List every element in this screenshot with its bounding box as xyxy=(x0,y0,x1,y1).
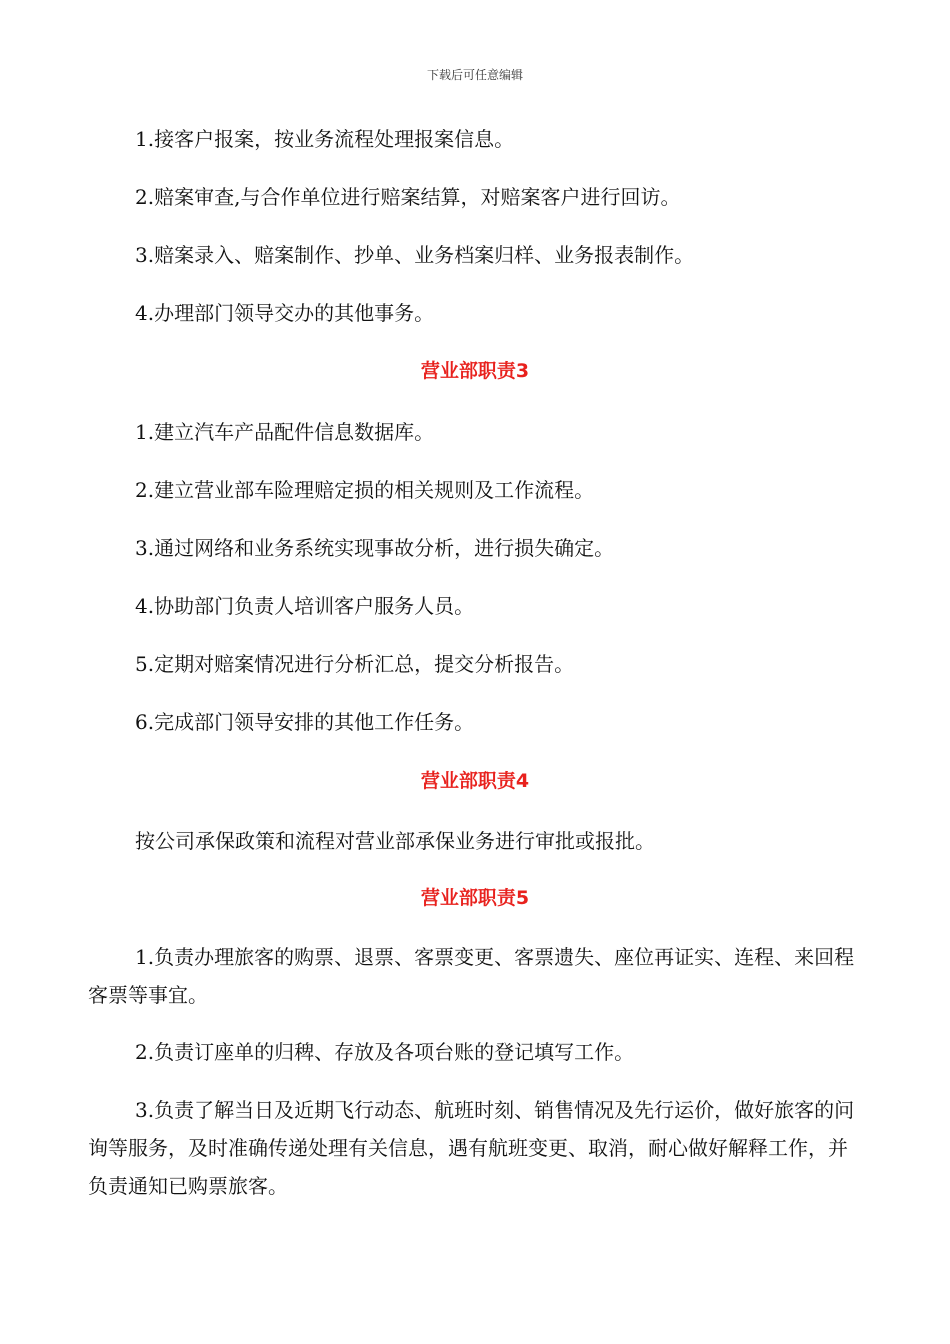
section5-item-2: 2.负责订座单的归稗、存放及各项台账的登记填写工作。 xyxy=(135,1040,635,1064)
section3-item-2: 2.建立营业部车险理赔定损的相关规则及工作流程。 xyxy=(135,478,595,502)
section5-item-1: 1.负责办理旅客的购票、退票、客票变更、客票遗失、座位再证实、连程、来回程客票等事宜。 xyxy=(88,945,855,1007)
section-heading-3: 营业部职责3 xyxy=(420,360,530,382)
section3-item-3: 3.通过网络和业务系统实现事故分析，进行损失确定。 xyxy=(135,536,615,560)
duty-item-4: 4.办理部门领导交办的其他事务。 xyxy=(135,301,435,325)
duty-item-1: 1.接客户报案，按业务流程处理报案信息。 xyxy=(135,127,515,151)
section-heading-4: 营业部职责4 xyxy=(420,770,530,792)
section3-item-5: 5.定期对赔案情况进行分析汇总，提交分析报告。 xyxy=(135,652,575,676)
section3-item-1: 1.建立汽车产品配件信息数据库。 xyxy=(135,420,435,444)
duty-item-3: 3.赔案录入、赔案制作、抄单、业务档案归样、业务报表制作。 xyxy=(135,243,695,267)
section5-item-3: 3.负责了解当日及近期飞行动态、航班时刻、销售情况及先行运价，做好旅客的问询等服务，及时准确传递处理有关信息，遇有航班变更、取消，耐心做好解释工作，并负责通知已购票旅客。 xyxy=(88,1098,855,1198)
section-heading-5: 营业部职责5 xyxy=(420,887,530,909)
duty-item-2: 2.赔案审查,与合作单位进行赔案结算，对赔案客户进行回访。 xyxy=(135,185,681,209)
page-header-note: 下载后可任意编辑 xyxy=(426,68,523,82)
section3-item-6: 6.完成部门领导安排的其他工作任务。 xyxy=(135,710,475,734)
section3-item-4: 4.协助部门负责人培训客户服务人员。 xyxy=(135,594,475,618)
section4-item-1: 按公司承保政策和流程对营业部承保业务进行审批或报批。 xyxy=(135,829,655,853)
